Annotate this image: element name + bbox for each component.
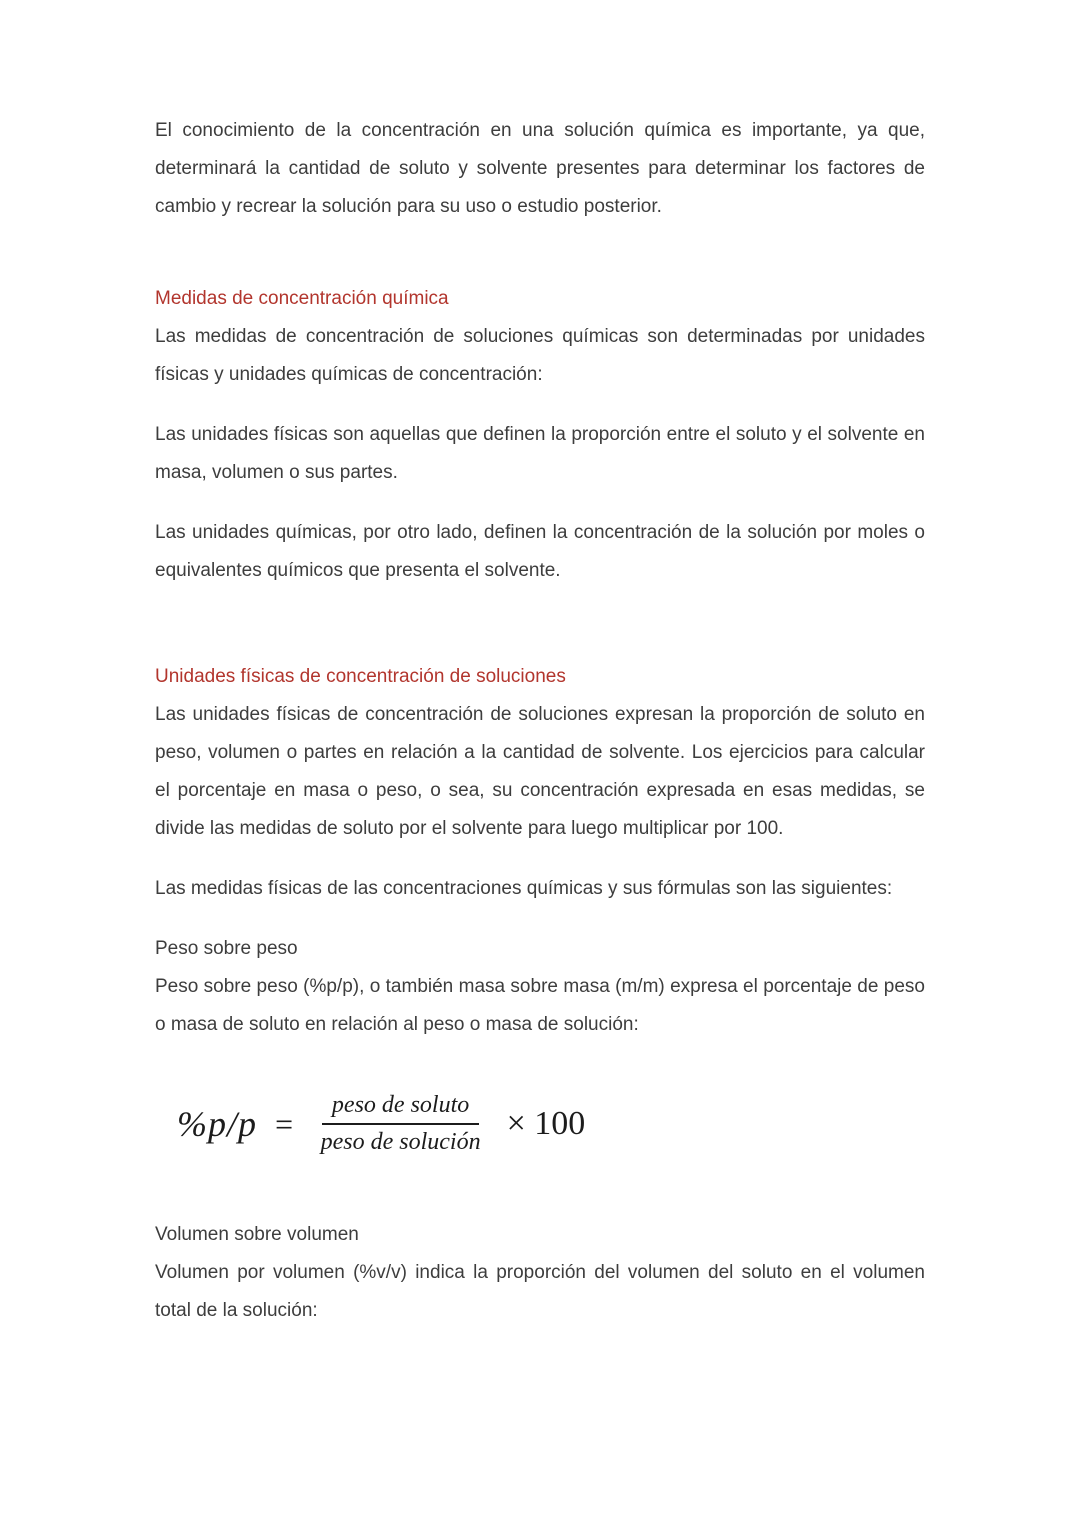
paragraph: Las medidas físicas de las concentraciones químicas y sus fórmulas son las siguientes: (155, 878, 893, 899)
formula-denominator: peso de solución (320, 1129, 481, 1155)
formula-peso-sobre-peso (177, 1092, 925, 1156)
paragraph: Las unidades químicas, por otro lado, definen la concentración de la solución por moles o equivalentes químicos que presenta el solvente. (155, 522, 925, 581)
subsection-title-peso-sobre-peso: Peso sobre peso (155, 938, 298, 959)
paragraph: Volumen por volumen (%v/v) indica la proporción del volumen del soluto en el volumen total de la solución: (155, 1262, 925, 1321)
section-heading-medidas: Medidas de concentración química (155, 288, 449, 309)
paragraph: Peso sobre peso (%p/p), o también masa sobre masa (m/m) expresa el porcentaje de peso o masa de soluto en relación al peso o masa de solución: (155, 976, 925, 1035)
section-heading-unidades-fisicas: Unidades físicas de concentración de soluciones (155, 666, 566, 687)
subsection-title-volumen-sobre-volumen: Volumen sobre volumen (155, 1224, 359, 1245)
formula-fraction (311, 1092, 491, 1156)
paragraph: Las unidades físicas son aquellas que definen la proporción entre el soluto y el solvente en masa, volumen o sus partes. (155, 424, 925, 483)
paragraph: Las medidas de concentración de soluciones químicas son determinadas por unidades físicas y unidades químicas de concentración: (155, 326, 925, 385)
formula-numerator: peso de soluto (322, 1092, 479, 1125)
paragraph: Las unidades físicas de concentración de soluciones expresan la proporción de soluto en peso, volumen o partes en relación a la cantidad de solvente. Los ejercicios para calcular el porcentaje en masa o peso, o sea, su concentración expresada en esas medidas, se divide las medidas de soluto por el solvente para luego multiplicar por 100. (155, 704, 925, 839)
formula-multiplier: × 100 (506, 1105, 586, 1142)
paragraph-intro: El conocimiento de la concentración en una solución química es importante, ya que, determinará la cantidad de soluto y solvente presentes para determinar los factores de cambio y recrear la solución para su uso o estudio posterior. (155, 120, 925, 217)
formula-equals-sign: = (273, 1105, 295, 1142)
formula-lhs: %p/p (177, 1104, 257, 1144)
